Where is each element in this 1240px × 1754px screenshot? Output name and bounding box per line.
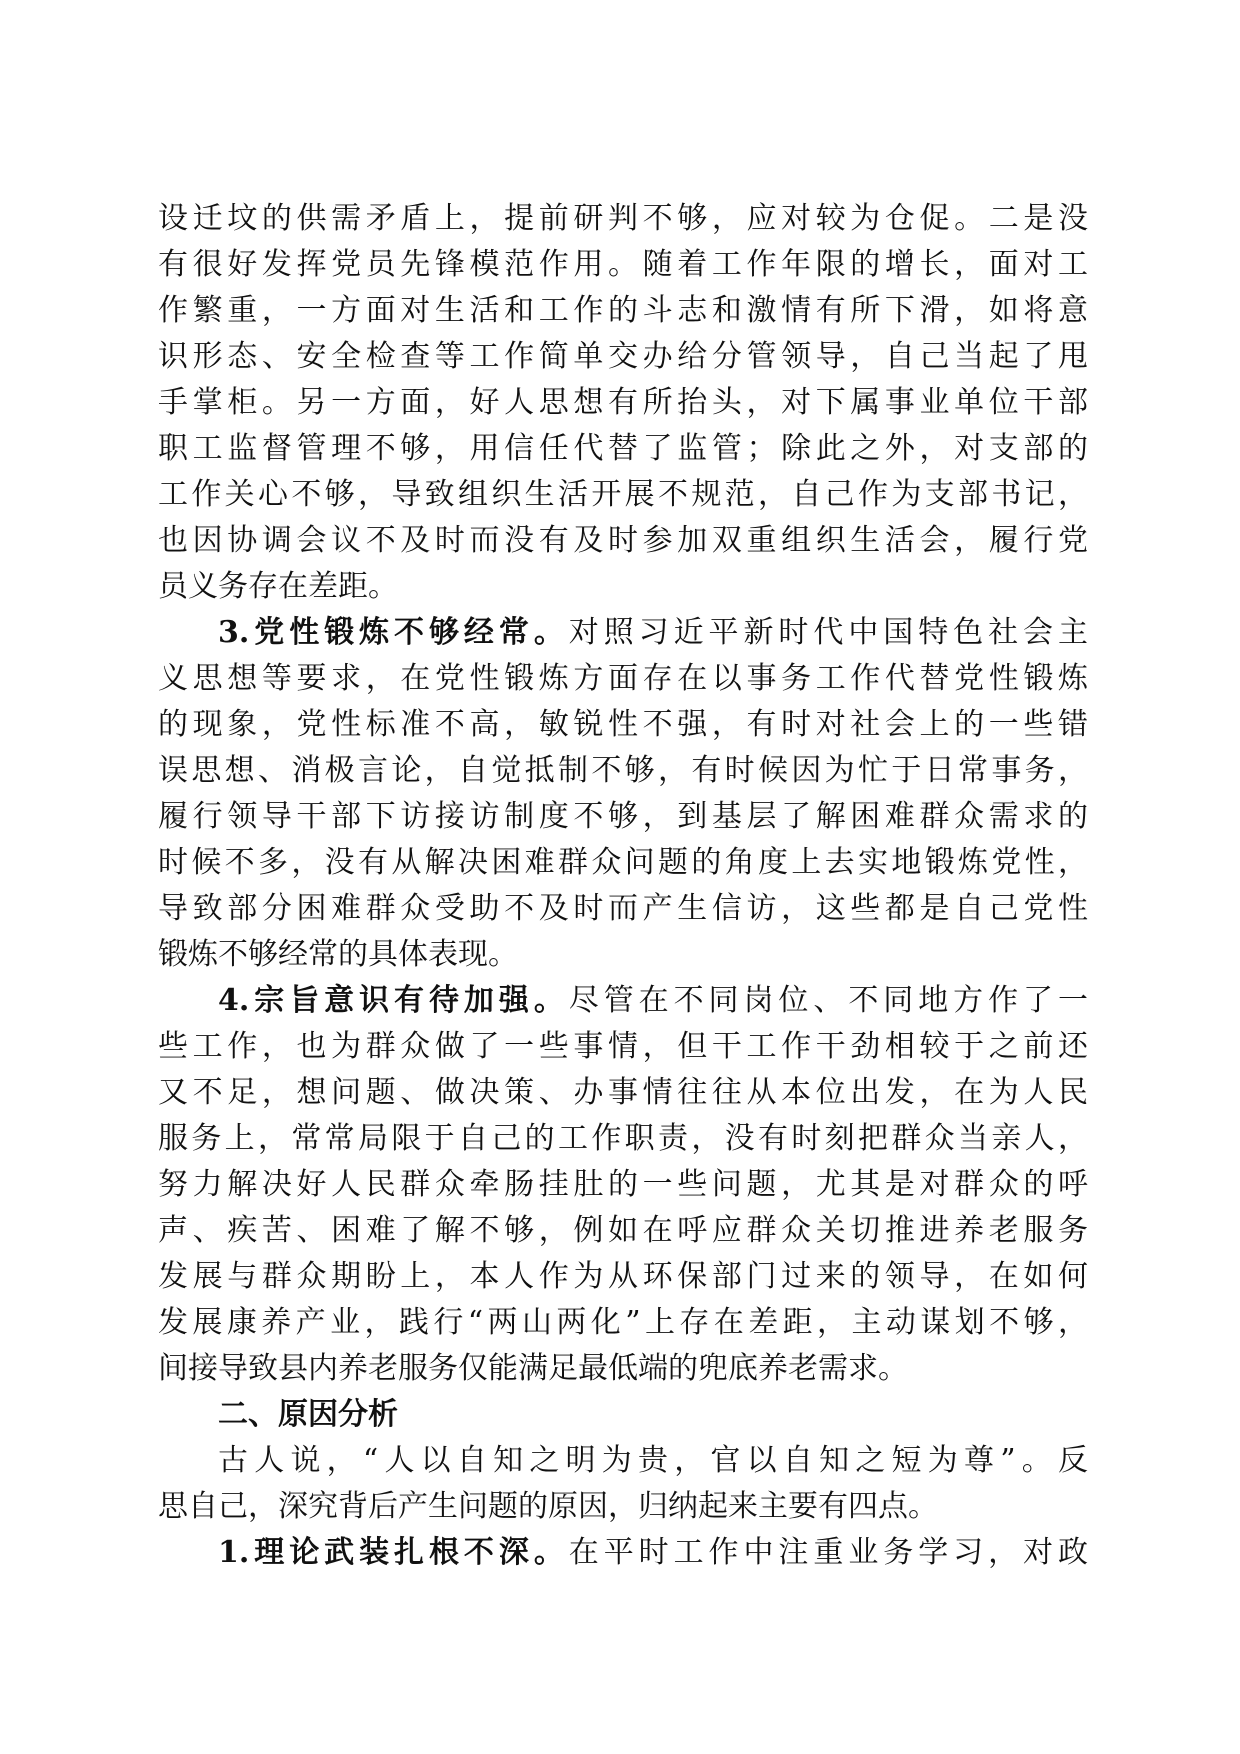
paragraph-first-line (158, 1530, 1088, 1576)
text-line: 发展与群众期盼上，本人作为从环保部门过来的领导，在如何 (158, 1259, 1088, 1294)
section-heading: 二、原因分析 (218, 1397, 398, 1432)
text-line: 努力解决好人民群众牵肠挂肚的一些问题，尤其是对群众的呼 (158, 1167, 1088, 1202)
paragraph-theory (158, 1530, 1088, 1576)
paragraph-title: 4.宗旨意识有待加强。 (218, 983, 569, 1018)
text-line: 作繁重，一方面对生活和工作的斗志和激情有所下滑，如将意 (158, 293, 1088, 328)
text-line: 职工监督管理不够，用信任代替了监管；除此之外，对支部的 (158, 431, 1088, 466)
document-body (158, 196, 1088, 1576)
text-line: 识形态、安全检查等工作简单交办给分管领导，自己当起了甩 (158, 339, 1088, 374)
text-line: 间接导致县内养老服务仅能满足最低端的兜底养老需求。 (158, 1351, 908, 1386)
text-line: 又不足，想问题、做决策、办事情往往从本位出发，在为人民 (158, 1075, 1088, 1110)
text-line: 义思想等要求，在党性锻炼方面存在以事务工作代替党性锻炼 (158, 661, 1088, 696)
paragraph-title: 1.理论武装扎根不深。 (218, 1535, 569, 1570)
text-line: 锻炼不够经常的具体表现。 (158, 937, 518, 972)
paragraph-party-spirit (158, 610, 1088, 978)
text-line: 有很好发挥党员先锋模范作用。随着工作年限的增长，面对工 (158, 247, 1088, 282)
text-line: 声、疾苦、困难了解不够，例如在呼应群众关切推进养老服务 (158, 1213, 1088, 1248)
text-line: 员义务存在差距。 (158, 569, 398, 604)
paragraph-first-line: 古人说，“人以自知之明为贵，官以自知之短为尊”。反 (218, 1443, 1088, 1478)
paragraph-first-text: 在平时工作中注重业务学习，对政 (568, 1535, 1088, 1570)
paragraph-intro (158, 1438, 1088, 1530)
text-line: 的现象，党性标准不高，敏锐性不强，有时对社会上的一些错 (158, 707, 1088, 742)
paragraph-first-text: 对照习近平新时代中国特色社会主 (568, 615, 1088, 650)
text-line: 工作关心不够，导致组织生活开展不规范，自己作为支部书记， (158, 477, 1088, 512)
paragraph-continuation (158, 196, 1088, 610)
text-line: 些工作，也为群众做了一些事情，但干工作干劲相较于之前还 (158, 1029, 1088, 1064)
text-line: 手掌柜。另一方面，好人思想有所抬头，对下属事业单位干部 (158, 385, 1088, 420)
text-line: 设迁坟的供需矛盾上，提前研判不够，应对较为仓促。二是没 (158, 201, 1088, 236)
text-line: 思自己，深究背后产生问题的原因，归纳起来主要有四点。 (158, 1489, 938, 1524)
paragraph-purpose-awareness (158, 978, 1088, 1392)
paragraph-first-line (158, 978, 1088, 1024)
text-line: 误思想、消极言论，自觉抵制不够，有时候因为忙于日常事务， (158, 753, 1088, 788)
paragraph-first-line (158, 610, 1088, 656)
text-line: 也因协调会议不及时而没有及时参加双重组织生活会，履行党 (158, 523, 1088, 558)
text-line: 履行领导干部下访接访制度不够，到基层了解困难群众需求的 (158, 799, 1088, 834)
paragraph-title: 3.党性锻炼不够经常。 (218, 615, 569, 650)
text-line: 时候不多，没有从解决困难群众问题的角度上去实地锻炼党性， (158, 845, 1088, 880)
paragraph-first-text: 尽管在不同岗位、不同地方作了一 (568, 983, 1088, 1018)
text-line: 导致部分困难群众受助不及时而产生信访，这些都是自己党性 (158, 891, 1088, 926)
text-line: 发展康养产业，践行“两山两化”上存在差距，主动谋划不够， (158, 1305, 1088, 1340)
text-line: 服务上，常常局限于自己的工作职责，没有时刻把群众当亲人， (158, 1121, 1088, 1156)
